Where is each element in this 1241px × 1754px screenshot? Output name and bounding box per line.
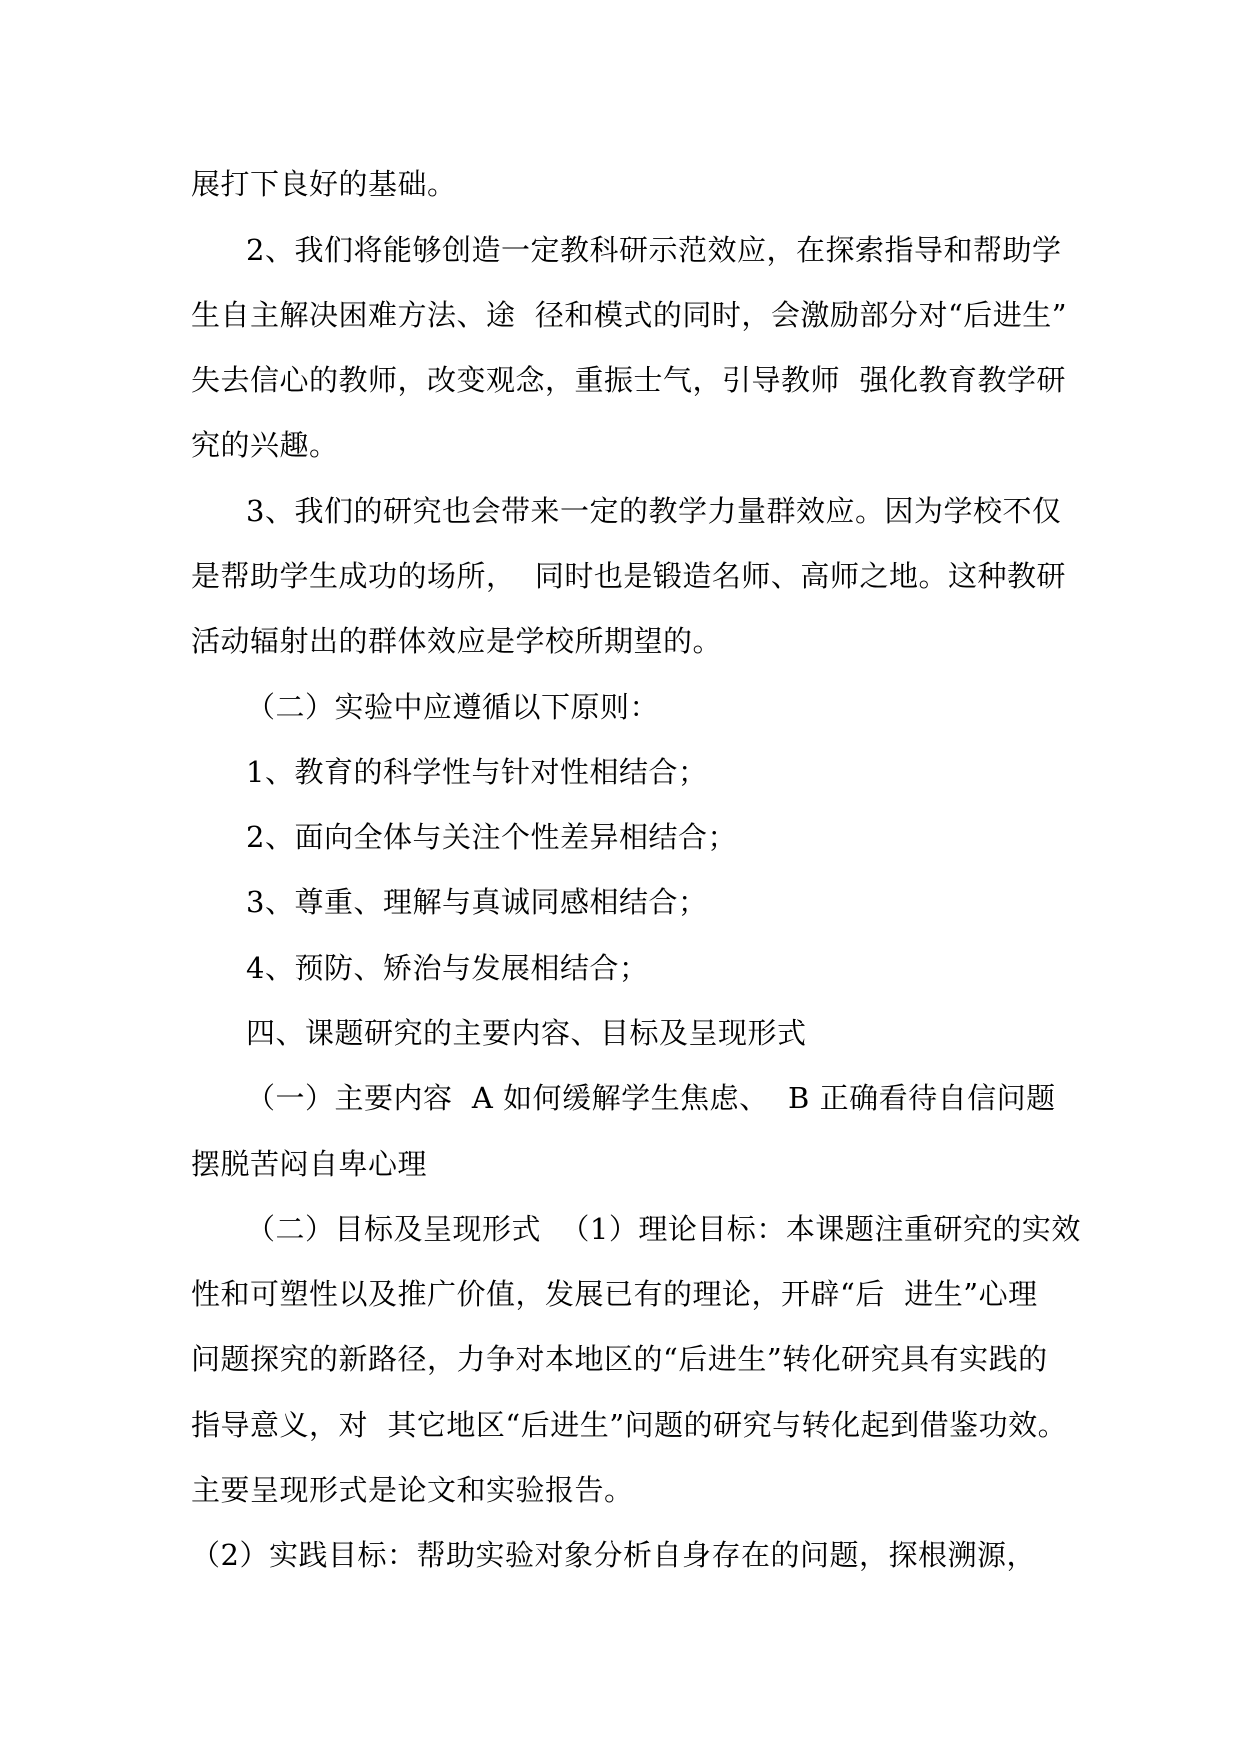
section-heading: （二）实验中应遵循以下原则：	[246, 690, 660, 724]
text-line: 主要呈现形式是论文和实验报告。	[191, 1473, 634, 1507]
principle-item: 1、教育的科学性与针对性相结合；	[246, 755, 708, 789]
principle-item: 4、预防、矫治与发展相结合；	[246, 951, 649, 985]
principle-item: 3、尊重、理解与真诚同感相结合；	[246, 885, 708, 919]
text-line: 指导意义，对 其它地区“后进生”问题的研究与转化起到借鉴功效。	[191, 1408, 1068, 1442]
text-line: 问题探究的新路径，力争对本地区的“后进生”转化研究具有实践的	[191, 1342, 1048, 1376]
text-line: 3、我们的研究也会带来一定的教学力量群效应。因为学校不仅	[246, 494, 1062, 528]
section-heading: 四、课题研究的主要内容、目标及呈现形式	[246, 1016, 807, 1050]
text-line: 生自主解决困难方法、途 径和模式的同时，会激励部分对“后进生”	[191, 298, 1068, 332]
text-line: 2、我们将能够创造一定教科研示范效应，在探索指导和帮助学	[246, 233, 1062, 267]
text-line: 失去信心的教师，改变观念，重振士气，引导教师 强化教育教学研	[191, 363, 1066, 397]
text-line: 展打下良好的基础。	[191, 167, 457, 201]
text-line: 摆脱苦闷自卑心理	[191, 1147, 428, 1181]
text-line: 是帮助学生成功的场所， 同时也是锻造名师、高师之地。这种教研	[191, 559, 1066, 593]
text-line: （二）目标及呈现形式 （1）理论目标：本课题注重研究的实效	[246, 1212, 1081, 1246]
principle-item: 2、面向全体与关注个性差异相结合；	[246, 820, 737, 854]
text-line: 性和可塑性以及推广价值，发展已有的理论，开辟“后 进生”心理	[191, 1277, 1038, 1311]
text-line: 活动辐射出的群体效应是学校所期望的。	[191, 624, 723, 658]
text-line: 究的兴趣。	[191, 428, 339, 462]
text-line: （2）实践目标：帮助实验对象分析自身存在的问题，探根溯源，	[191, 1538, 1036, 1572]
text-line: （一）主要内容 A 如何缓解学生焦虑、 B 正确看待自信问题	[246, 1081, 1056, 1115]
